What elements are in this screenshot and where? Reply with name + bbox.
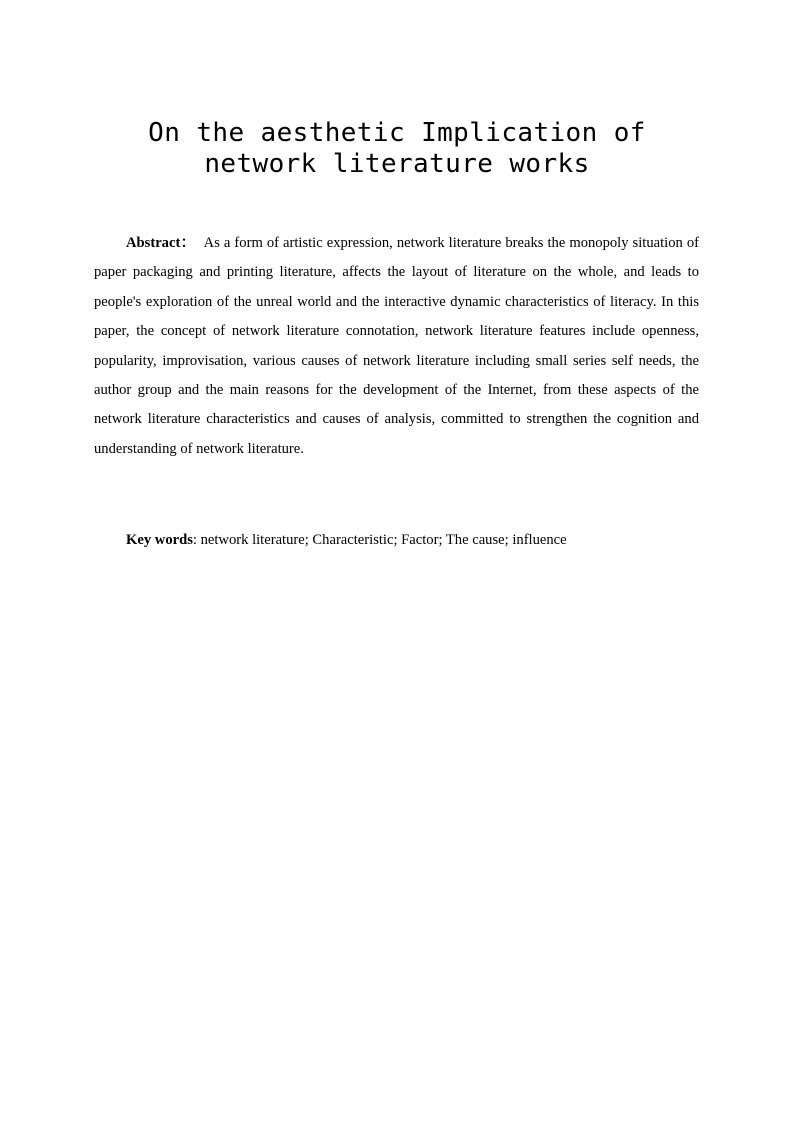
keywords-label: Key words	[126, 532, 193, 548]
abstract-paragraph	[94, 229, 699, 464]
paper-title: On the aesthetic Implication of network literature works	[148, 118, 646, 179]
keywords-text: : network literature; Characteristic; Factor; The cause; influence	[192, 532, 567, 548]
abstract-label: Abstract：	[126, 235, 196, 251]
abstract-text: As a form of artistic expression, network literature breaks the monopoly situation of paper packaging and printing literature, affects the layout of literature on the whole, and leads to people's exploration of the unreal world and the interactive dynamic characteristics of literacy. In this paper, the concept of network literature connotation, network literature features include openness, popularity, improvisation, various causes of network literature including small series self needs, the author group and the main reasons for the development of the Internet, from these aspects of the network literature characteristics and causes of analysis, committed to strengthen the cognition and understanding of network literature.	[94, 235, 700, 457]
keywords-paragraph	[94, 526, 699, 555]
